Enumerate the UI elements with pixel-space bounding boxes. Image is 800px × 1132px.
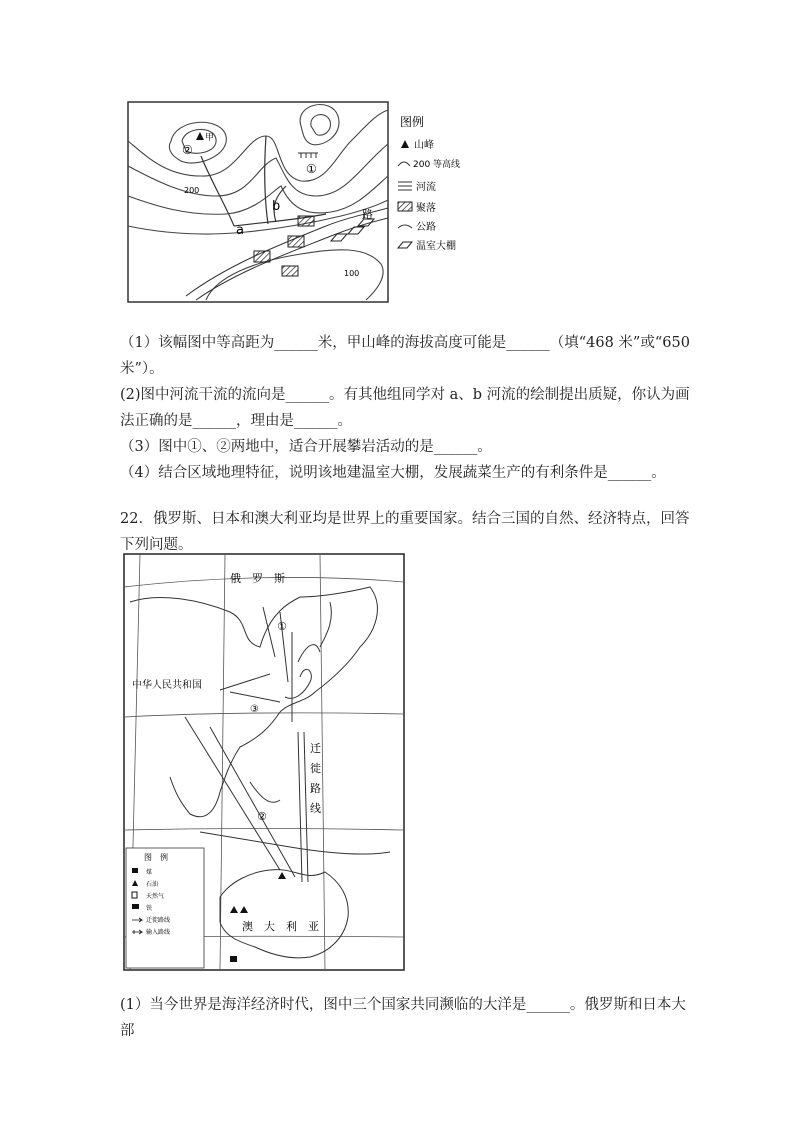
legend-item-contour: 200 等高线 (413, 160, 461, 170)
contour-sketch-map (126, 96, 466, 306)
legend-item-migration: 迁徙路线 (146, 917, 171, 924)
legend-item-road: 公路 (416, 222, 436, 233)
point-2-label: ② (182, 143, 193, 157)
contour-100-label: 100 (344, 269, 360, 278)
coal-icon (230, 956, 237, 962)
greenhouse-icon (398, 242, 412, 248)
contour-200-label: 200 (184, 186, 200, 195)
route-1-label: ① (277, 620, 287, 633)
legend-item-oil: 石油 (146, 881, 159, 888)
question-21-4: （4）结合区域地理特征，说明该地建温室大棚，发展蔬菜生产的有利条件是______。 (120, 465, 666, 481)
route-3-label: ③ (250, 704, 259, 715)
peak-jia-label: 甲 (205, 133, 215, 143)
migration-char-2: 徙 (310, 762, 321, 775)
legend-item-gas: 天然气 (146, 893, 165, 900)
iron-icon (132, 904, 139, 909)
map-legend (398, 114, 460, 252)
legend-item-settlement: 聚落 (416, 203, 436, 214)
coal-icon (132, 868, 138, 873)
question-22-stem: 22．俄罗斯、日本和澳大利亚均是世界上的重要国家。结合三国的自然、经济特点，回答下列问题。 (120, 511, 690, 553)
legend-item-peak: 山峰 (414, 140, 434, 151)
road-icon (398, 225, 412, 228)
question-21-3: （3）图中①、②两地中，适合开展攀岩活动的是______。 (120, 439, 492, 455)
legend-title: 图 例 (144, 853, 168, 862)
river-a-label: a (236, 223, 244, 238)
cliff-symbol (298, 153, 318, 158)
legend-item-import: 输入路线 (146, 929, 171, 936)
legend-item-coal: 煤 (146, 869, 153, 876)
road-label: 路 (362, 208, 373, 221)
question-21-2: (2)图中河流干流的流向是______。有其他组同学对 a、b 河流的绘制提出质疑，你认为画法正确的是______，理由是______。 (120, 387, 690, 429)
legend-item-river: 河流 (416, 182, 436, 193)
settlement-hatched-icon (398, 202, 412, 211)
russia-label: 俄 罗 斯 (230, 572, 285, 585)
australia-label: 澳 大 利 亚 (242, 920, 319, 933)
question-22-1: (1）当今世界是海洋经济时代，图中三个国家共同濒临的大洋是______。俄罗斯和日本大部 (120, 997, 686, 1039)
migration-char-4: 线 (310, 802, 321, 815)
route-2-label: ② (257, 810, 267, 823)
point-1-label: ① (306, 162, 317, 176)
road-line-2 (196, 218, 388, 300)
river-icon (398, 182, 412, 190)
legend-item-iron: 铁 (146, 905, 153, 912)
asia-pacific-map (120, 552, 410, 972)
migration-char-3: 路 (310, 782, 321, 795)
migration-char-1: 迁 (310, 742, 321, 755)
legend-title: 图例 (400, 115, 425, 129)
map-legend (126, 848, 204, 968)
peak-triangle-icon (196, 132, 204, 140)
river-b-label: b (272, 199, 281, 214)
china-label: 中华人民共和国 (132, 680, 202, 691)
legend-item-greenhouse: 温室大棚 (416, 241, 456, 252)
question-21-1: （1）该幅图中等高距为______米，甲山峰的海拔高度可能是______（填“468 米”或“650 米”）。 (120, 335, 690, 377)
contour-line-icon (398, 162, 410, 166)
road-line (186, 208, 388, 296)
peak-triangle-icon (401, 140, 409, 148)
